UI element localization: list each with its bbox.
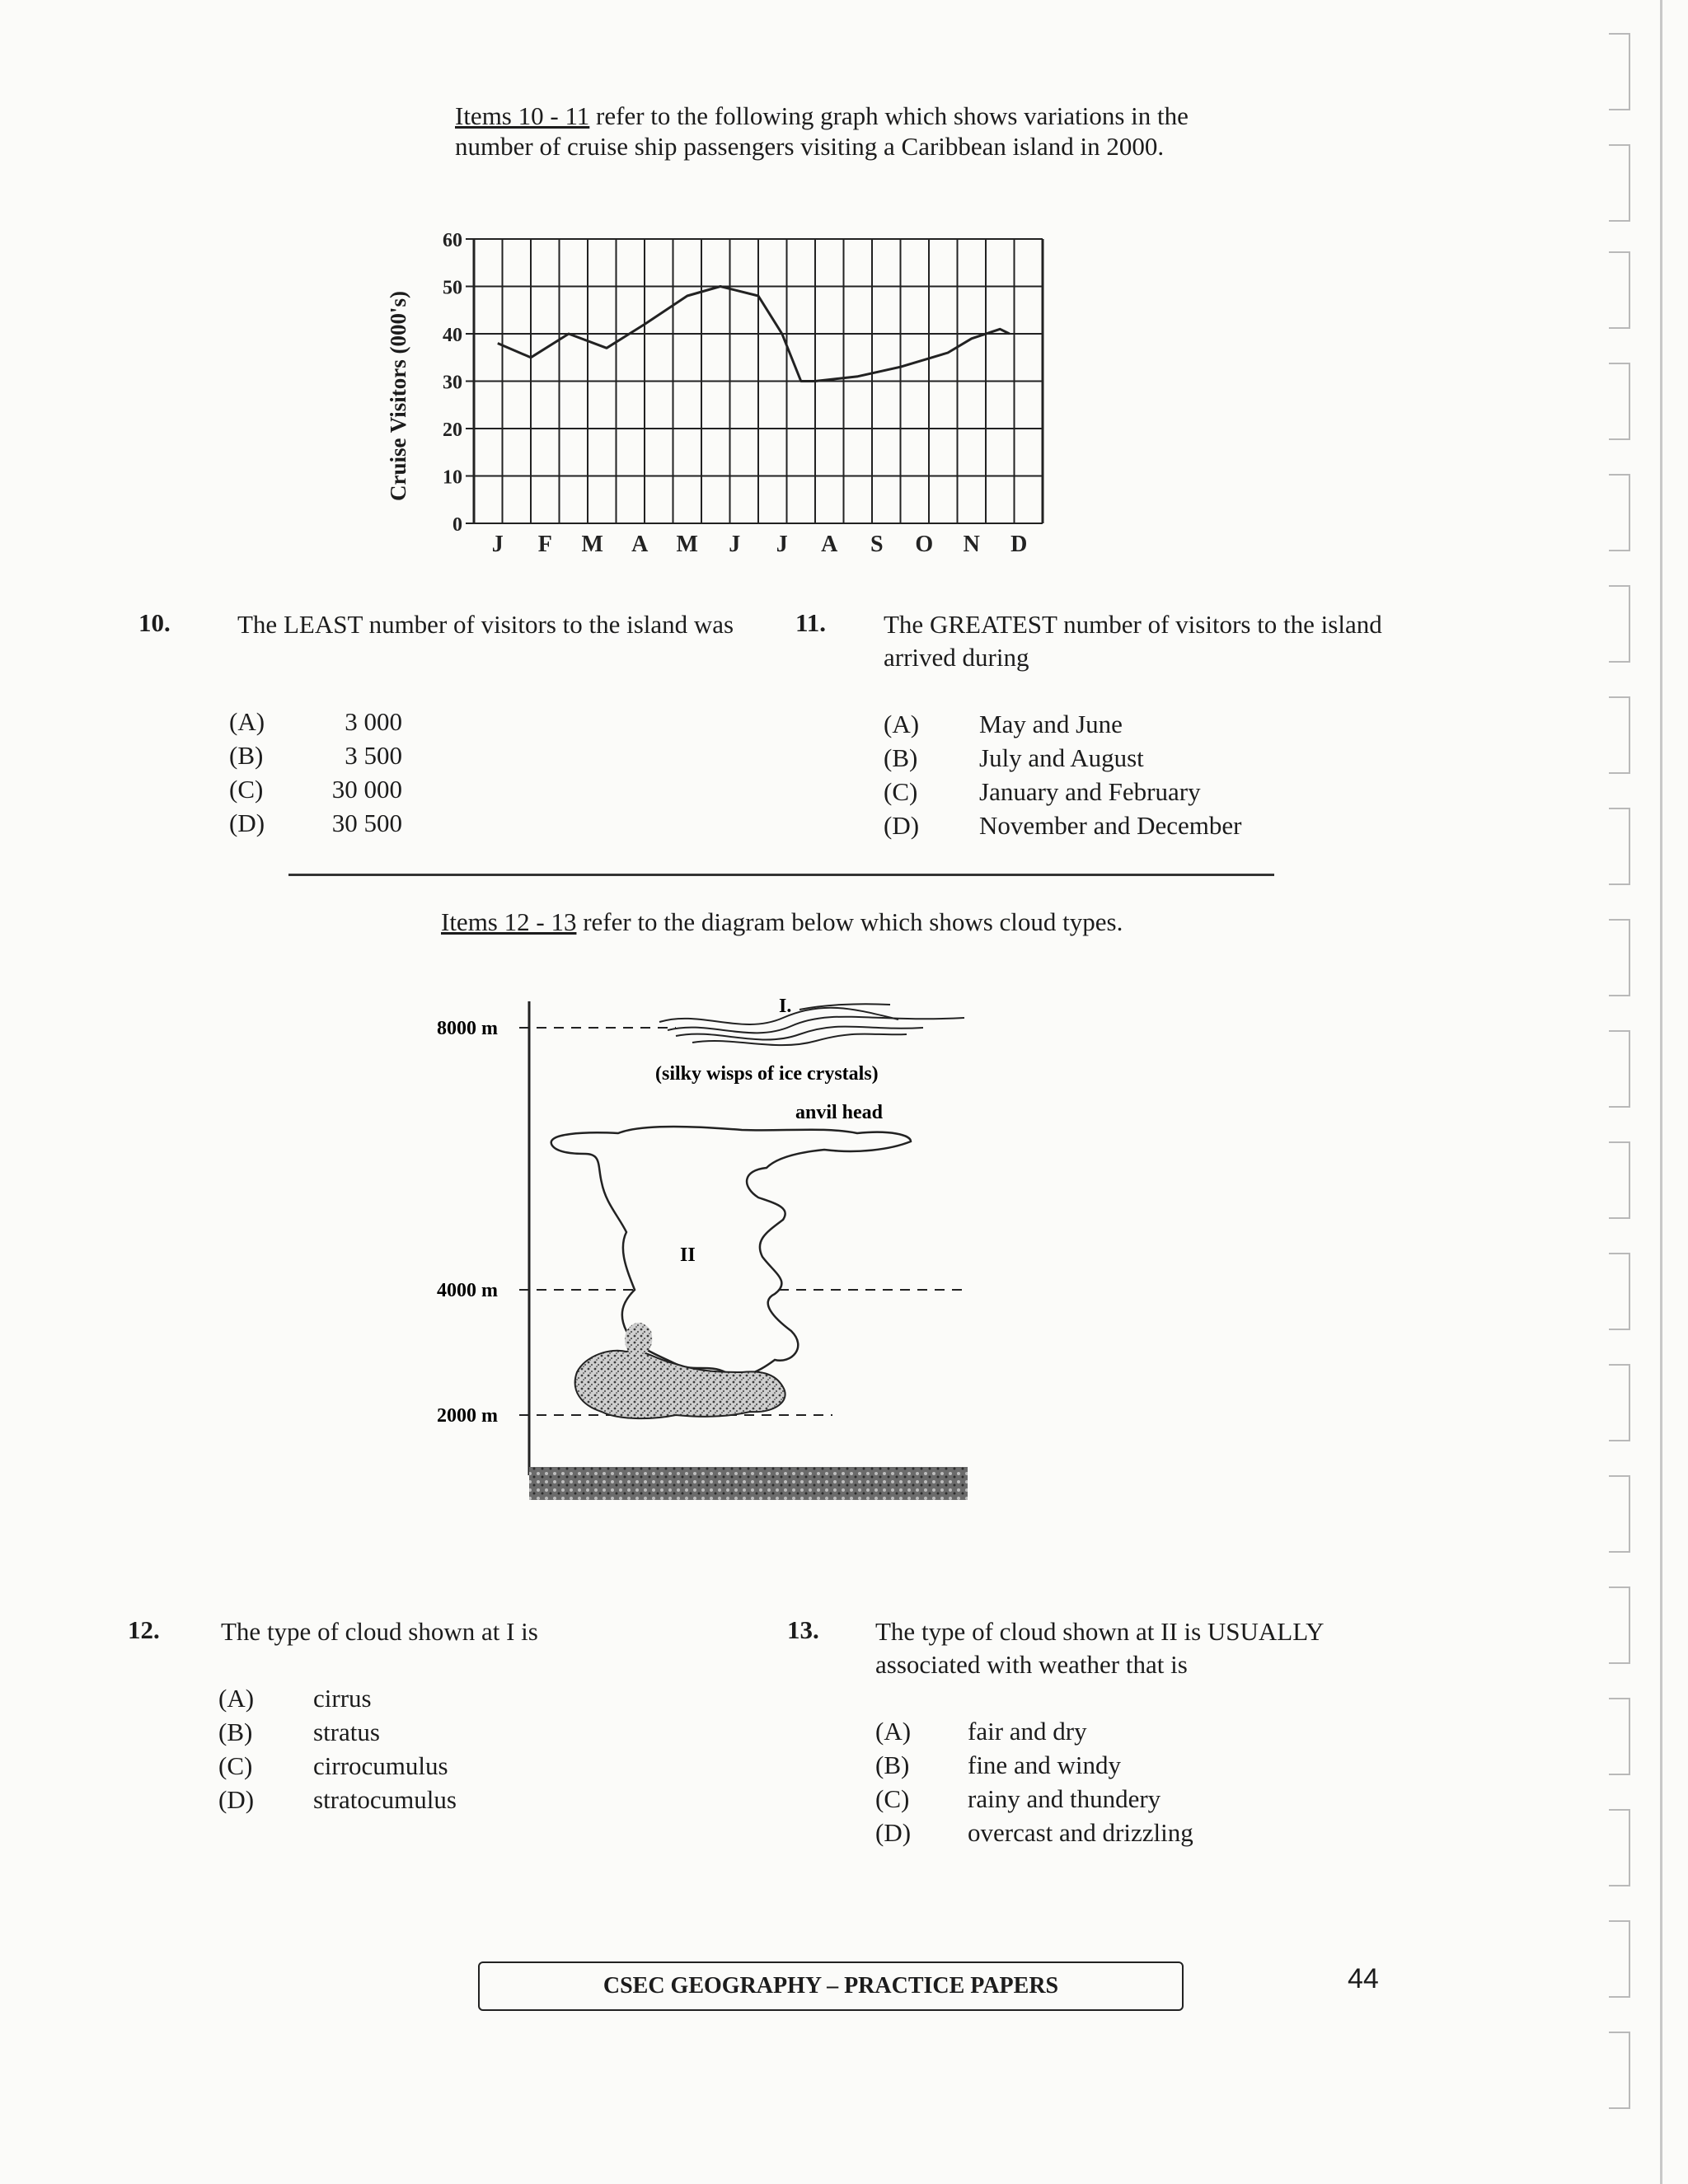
edge-mark <box>1609 1475 1630 1553</box>
cloud-label-i: I. <box>779 996 792 1017</box>
y-tick-label: 10 <box>443 466 462 489</box>
x-tick-label: M <box>676 532 698 557</box>
q12-number: 12. <box>128 1615 160 1644</box>
x-tick-label: M <box>581 532 603 557</box>
edge-mark <box>1609 1253 1630 1330</box>
chart-y-axis-label: Cruise Visitors (000's) <box>386 291 410 501</box>
edge-mark <box>1609 1030 1630 1108</box>
x-tick-label: J <box>491 532 504 557</box>
edge-mark <box>1609 1364 1630 1441</box>
q13-option-a[interactable]: (A) fair and dry <box>875 1717 1087 1746</box>
section-divider <box>288 874 1274 876</box>
q11-option-d[interactable]: (D) November and December <box>884 811 1242 840</box>
x-tick-label: F <box>537 532 552 557</box>
ground-strip <box>529 1467 968 1500</box>
q12-option-c[interactable]: (C) cirrocumulus <box>218 1751 448 1780</box>
y-tick-label: 30 <box>443 372 462 394</box>
x-tick-label: J <box>776 532 788 557</box>
edge-mark <box>1609 1586 1630 1664</box>
q11-options <box>884 707 1241 842</box>
y-tick-label: 0 <box>452 514 462 536</box>
q13-text: The type of cloud shown at II is USUALLY associated with weather that is <box>875 1617 1324 1679</box>
edge-mark <box>1609 33 1630 110</box>
diagram-intro-text: refer to the diagram below which shows cloud types. <box>583 907 1123 936</box>
y-tick-label: 50 <box>443 277 462 299</box>
altitude-label-2000: 2000 m <box>437 1405 498 1427</box>
q12-option-a[interactable]: (A) cirrus <box>218 1684 372 1713</box>
q10-text: The LEAST number of visitors to the island was <box>237 610 734 639</box>
q10-option-d[interactable]: (D) 30 500 <box>229 808 402 837</box>
q10-number: 10. <box>138 608 171 637</box>
edge-mark <box>1609 696 1630 774</box>
cirrus-cloud-i <box>659 1004 964 1045</box>
chart-intro-text: refer to the following graph which shows variations in the number of cruise ship passengers visiting a Caribbean island in 2000. <box>455 101 1189 161</box>
q10-option-c[interactable]: (C) 30 000 <box>229 775 402 804</box>
chart-intro <box>455 101 1213 162</box>
cloud-types-diagram <box>429 985 989 1521</box>
page-number: 44 <box>1348 1963 1379 1994</box>
chart-items-ref: Items 10 - 11 <box>455 101 590 130</box>
q13-number: 13. <box>787 1615 819 1644</box>
q13-options <box>875 1714 1193 1849</box>
q11-number: 11. <box>795 608 827 637</box>
edge-mark <box>1609 1141 1630 1219</box>
edge-mark <box>1609 585 1630 663</box>
edge-mark <box>1609 251 1630 329</box>
y-tick-label: 60 <box>443 230 462 251</box>
x-tick-label: S <box>870 532 884 557</box>
q10-option-b[interactable]: (B) 3 500 <box>229 741 402 770</box>
diagram-intro <box>441 907 1265 937</box>
q11-text: The GREATEST number of visitors to the island arrived during <box>884 610 1382 672</box>
q12-option-b[interactable]: (B) stratus <box>218 1718 380 1746</box>
q13-option-d[interactable]: (D) overcast and drizzling <box>875 1818 1193 1847</box>
q13-option-b[interactable]: (B) fine and windy <box>875 1750 1121 1779</box>
q13-option-c[interactable]: (C) rainy and thundery <box>875 1784 1161 1813</box>
edge-mark <box>1609 919 1630 996</box>
edge-mark <box>1609 808 1630 885</box>
x-tick-label: N <box>963 532 980 557</box>
cruise-visitors-chart <box>412 223 1071 569</box>
cloud-label-ii: II <box>680 1244 696 1266</box>
x-tick-label: A <box>821 532 838 557</box>
x-tick-label: O <box>915 532 934 557</box>
q11-option-b[interactable]: (B) July and August <box>884 743 1144 772</box>
edge-mark <box>1609 1920 1630 1998</box>
q12-option-d[interactable]: (D) stratocumulus <box>218 1785 457 1814</box>
wisps-caption: (silky wisps of ice crystals) <box>655 1063 879 1085</box>
x-tick-label: A <box>631 532 649 557</box>
x-tick-label: J <box>729 532 741 557</box>
anvil-head-caption: anvil head <box>795 1102 884 1123</box>
q11-option-c[interactable]: (C) January and February <box>884 777 1201 806</box>
edge-mark <box>1609 1809 1630 1886</box>
q11-option-a[interactable]: (A) May and June <box>884 710 1123 738</box>
edge-mark <box>1609 144 1630 222</box>
y-tick-label: 40 <box>443 325 462 346</box>
diagram-items-ref: Items 12 - 13 <box>441 907 577 936</box>
cumulonimbus-cloud-ii <box>551 1127 911 1376</box>
q12-text: The type of cloud shown at I is <box>221 1617 538 1646</box>
altitude-label-4000: 4000 m <box>437 1280 498 1301</box>
y-tick-label: 20 <box>443 419 462 441</box>
footer-title: CSEC GEOGRAPHY – PRACTICE PAPERS <box>478 1961 1184 2011</box>
edge-mark <box>1609 474 1630 551</box>
q10-option-a[interactable]: (A) 3 000 <box>229 707 402 736</box>
edge-mark <box>1609 1698 1630 1775</box>
edge-mark <box>1609 363 1630 440</box>
q10-options <box>229 705 402 840</box>
q12-options <box>218 1681 457 1816</box>
altitude-label-8000: 8000 m <box>437 1018 498 1039</box>
page-edge-line <box>1660 0 1662 2184</box>
x-tick-label: D <box>1010 532 1028 557</box>
edge-mark <box>1609 2032 1630 2109</box>
